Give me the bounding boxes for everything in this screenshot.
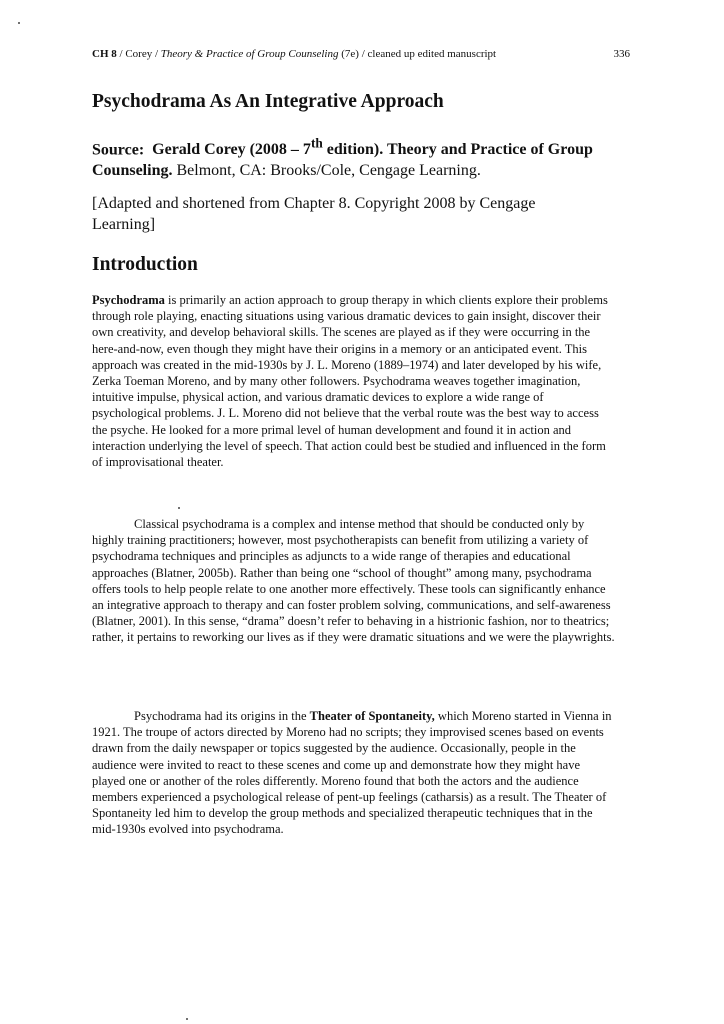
chapter-label: CH 8 xyxy=(92,48,117,60)
paragraph-2-text: Classical psychodrama is a complex and intense method that should be conducted only by highly training practitioners; however, most psychotherapists can benefit from utilizing a variety of psychodrama techniques and principles as adjuncts to a wide range of therapies and educational approaches (Blatner, 2005b). Rather than being one “school of thought” among many, psychodrama offers tools to help people relate to one another more effectively. These tools can significantly enhance an integrative approach to therapy and can foster problem solving, communications, and self-awareness (Blatner, 2001). In this sense, “drama” doesn’t refer to behaving in a histrionic fashion, nor to theatrics; rather, it pertains to reworking our lives as if they were dramatic situations and we were the playwrights. xyxy=(92,517,615,645)
edition-superscript: th xyxy=(310,136,323,151)
source-citation xyxy=(92,133,612,181)
citation-book-title: edition). Theory and Practice of Group Counseling. xyxy=(92,141,593,180)
paragraph-1 xyxy=(92,292,616,470)
header-separator: / xyxy=(116,48,126,60)
paragraph-3-text-end: which Moreno started in Vienna in 1921. The troupe of actors directed by Moreno had no scripts; they improvised scenes based on events drawn from the daily newspaper or topics suggested by the audience. Occasionally, people in the audience were invited to react to these scenes and come up and demonstrate how they might have played one or another of the roles differently. Moreno found that both the actors and the audience members experienced a psychological release of pent-up feelings (catharsis) as a result. The Theater of Spontaneity led him to develop the group methods and specialized therapeutic techniques that in the mid-1930s evolved into psychodrama. xyxy=(92,709,612,837)
term-theater-of-spontaneity: Theater of Spontaneity, xyxy=(309,709,435,723)
paragraph-2 xyxy=(92,516,616,646)
running-header xyxy=(92,47,630,61)
header-manuscript-note: cleaned up edited manuscript xyxy=(367,48,497,60)
source-publisher: Belmont, CA: Brooks/Cole, Cengage Learning. xyxy=(176,162,481,180)
section-heading: Introduction xyxy=(92,254,198,275)
header-separator: / xyxy=(152,48,161,60)
running-header-text xyxy=(92,47,496,61)
header-book-title: Theory & Practice of Group Counseling xyxy=(160,48,339,60)
paragraph-3 xyxy=(92,708,616,838)
header-author: Corey xyxy=(125,48,153,60)
paragraph-1-text: is primarily an action approach to group therapy in which clients explore their problems through role playing, enacting situations using various dramatic devices to gain insight, discover their own creativity, and develop behavioral skills. The scenes are played as if they were occurring in the here-and-now, even though they might have their origins in a memory or an anticipated event. This approach was created in the mid-1930s by J. L. Moreno (1889–1974) and later developed by his wife, Zerka Toeman Moreno, and by many other followers. Psychodrama weaves together imagination, intuitive impulse, physical action, and various dramatic devices to explore a wide range of psychological problems. J. L. Moreno did not believe that the verbal route was the best way to access the psyche. He looked for a more primal level of human development and found it in action and interaction underlying the level of speech. That action could best be studied and influenced in the form of improvisational theater. xyxy=(92,293,608,470)
page-title: Psychodrama As An Integrative Approach xyxy=(92,91,444,112)
scan-speck xyxy=(178,507,180,509)
citation-author-year: Gerald Corey (2008 – 7 xyxy=(152,141,311,159)
scan-speck xyxy=(186,1018,188,1020)
adapted-note: [Adapted and shortened from Chapter 8. Copyright 2008 by Cengage Learning] xyxy=(92,195,536,233)
header-edition: (7e) xyxy=(341,48,359,60)
paragraph-3-text-start: Psychodrama had its origins in the xyxy=(134,709,307,723)
source-label: Source: xyxy=(92,141,145,159)
term-psychodrama: Psychodrama xyxy=(92,293,165,307)
scan-speck xyxy=(18,22,20,24)
page-number: 336 xyxy=(613,48,630,60)
header-separator: / xyxy=(358,48,368,60)
